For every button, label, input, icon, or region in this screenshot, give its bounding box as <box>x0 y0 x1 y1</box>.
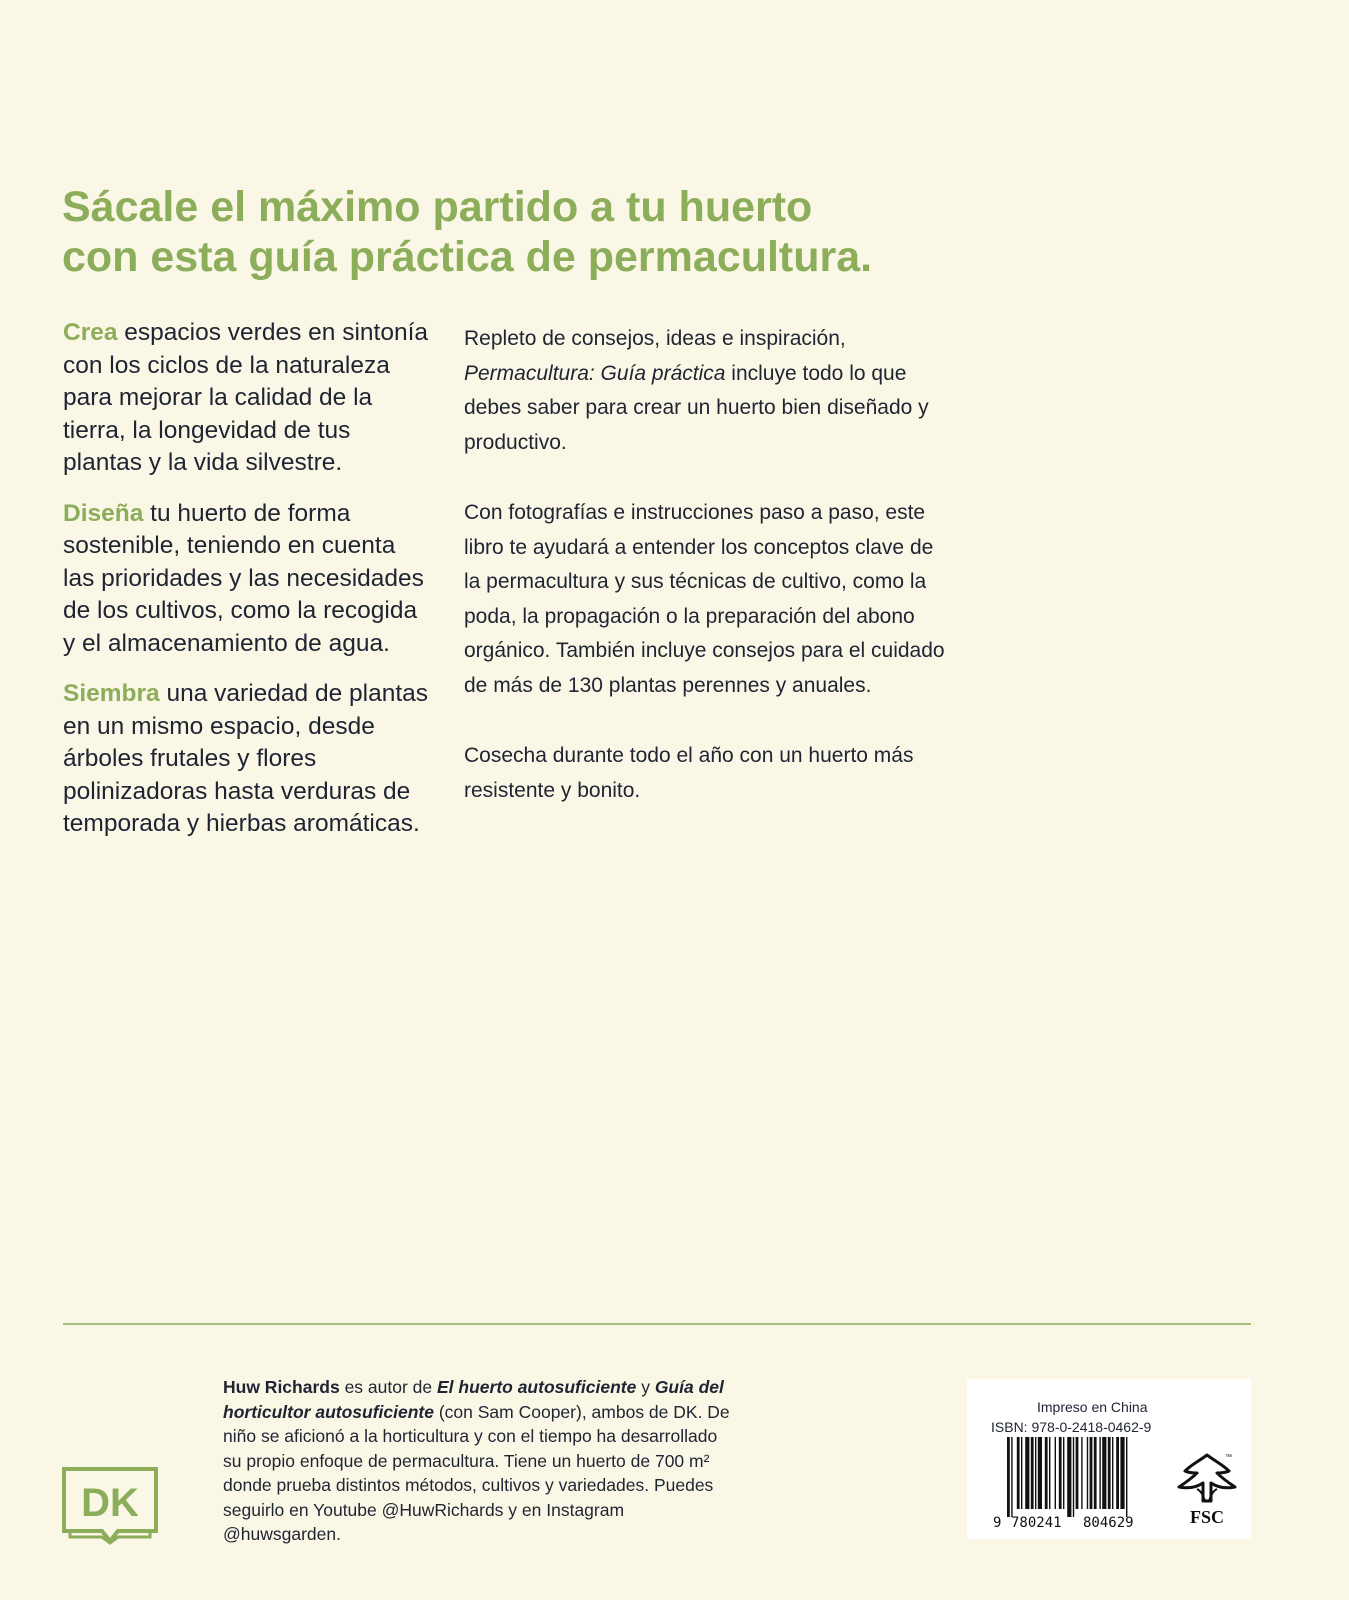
benefits-column <box>63 317 433 859</box>
barcode-bar <box>1126 1437 1127 1517</box>
barcode-digit-first: 9 <box>993 1515 1002 1529</box>
barcode-bar <box>1007 1437 1010 1517</box>
barcode-bar <box>1017 1437 1020 1509</box>
fsc-tm: ™ <box>1225 1454 1232 1461</box>
barcode-bar <box>1063 1437 1064 1509</box>
barcode-bar <box>1055 1437 1056 1509</box>
author-name: Huw Richards <box>223 1377 340 1397</box>
headline-line-2: con esta guía práctica de permacultura. <box>62 233 873 281</box>
benefit-text: tu huerto de forma sostenible, teniendo en cuenta las prioridades y las necesidades de los cultivos, como la recogida y el almacenamiento de agua. <box>63 499 424 657</box>
book-title-2: Guía del horticultor autosuficiente <box>223 1377 724 1422</box>
benefit-paragraph-crea <box>63 317 433 480</box>
description-intro: Repleto de consejos, ideas e inspiración, <box>464 327 846 350</box>
barcode-icon <box>989 1437 1159 1529</box>
book-title: Permacultura: Guía práctica <box>464 361 726 385</box>
author-text: es autor de <box>339 1377 437 1397</box>
book-title-1: El huerto autosuficiente <box>437 1377 637 1397</box>
benefit-keyword: Siembra <box>63 680 160 707</box>
benefit-text: una variedad de plantas en un mismo espacio, desde árboles frutales y flores polinizadoras hasta verduras de temporada y hierbas aromáticas. <box>63 680 429 837</box>
barcode-bar <box>1025 1437 1029 1509</box>
benefit-text: espacios verdes en sintonía con los ciclos de la naturaleza para mejorar la calidad de la tierra, la longevidad de tus plantas y la vida silvestre. <box>63 319 429 476</box>
benefit-paragraph-siembra <box>63 678 433 841</box>
barcode-bar <box>1011 1437 1012 1517</box>
description-column <box>464 322 954 844</box>
dk-logo-icon <box>62 1467 158 1545</box>
barcode-digits-left: 780241 <box>1011 1515 1062 1529</box>
barcode-bar <box>1099 1437 1100 1509</box>
fsc-tree-icon <box>1175 1437 1239 1529</box>
barcode-bar <box>1031 1437 1034 1509</box>
barcode-bar <box>1073 1437 1074 1517</box>
description-rest: incluye todo lo que debes saber para crear un huerto bien diseñado y productivo. <box>464 361 929 454</box>
barcode-bar <box>1021 1437 1022 1509</box>
author-bio <box>223 1375 733 1547</box>
dk-logo-text: DK <box>81 1481 139 1525</box>
benefit-keyword: Diseña <box>63 499 144 527</box>
barcode-bar <box>1067 1437 1071 1517</box>
barcode-digits-right: 804629 <box>1083 1515 1134 1529</box>
author-text: (con Sam Cooper), ambos de DK. De niño se aficionó a la horticultura y con el tiempo ha desarrollado su propio enfoque de permacultura. Tiene un huerto de 700 m² donde prueba distintos métodos, cultivos y variedades. Puedes seguirlo en Youtube @HuwRichards y en Instagram @huwsgarden. <box>223 1401 730 1544</box>
author-text: y <box>636 1377 655 1397</box>
benefit-keyword: Crea <box>63 319 118 346</box>
barcode-bar <box>1112 1437 1113 1509</box>
barcode-bar <box>1116 1437 1119 1509</box>
barcode-bar <box>1090 1437 1093 1509</box>
barcode-box <box>967 1379 1251 1539</box>
benefit-paragraph-disena <box>63 498 433 661</box>
divider-rule <box>63 1323 1251 1325</box>
isbn-label: ISBN: 978-0-2418-0462-9 <box>991 1419 1152 1435</box>
barcode-bar <box>1108 1437 1111 1509</box>
barcode-bar <box>1102 1437 1106 1509</box>
description-paragraph-1 <box>464 322 954 460</box>
barcode-bar <box>1076 1437 1079 1509</box>
barcode-bar <box>1087 1437 1088 1509</box>
barcode-bar <box>1049 1437 1050 1509</box>
printed-in-label: Impreso en China <box>1037 1399 1148 1415</box>
barcode-bar <box>1094 1437 1097 1509</box>
barcode-bar <box>1081 1437 1082 1509</box>
headline-line-1: Sácale el máximo partido a tu huerto <box>62 183 813 231</box>
headline <box>62 182 962 282</box>
description-paragraph-3: Cosecha durante todo el año con un huerto más resistente y bonito. <box>464 744 914 802</box>
barcode-bar <box>1045 1437 1048 1509</box>
barcode-bar <box>1120 1437 1124 1509</box>
barcode-bar <box>1059 1437 1062 1509</box>
description-paragraph-2: Con fotografías e instrucciones paso a paso, este libro te ayudará a entender los conceptos clave de la permacultura y sus técnicas de cultivo, como la poda, la propagación o la preparación del abono orgánico. También incluye consejos para el cuidado de más de 130 plantas perennes y anuales. <box>464 501 945 697</box>
fsc-label: FSC <box>1189 1507 1225 1527</box>
barcode-bar <box>1038 1437 1042 1509</box>
barcode-bar <box>1035 1437 1036 1509</box>
